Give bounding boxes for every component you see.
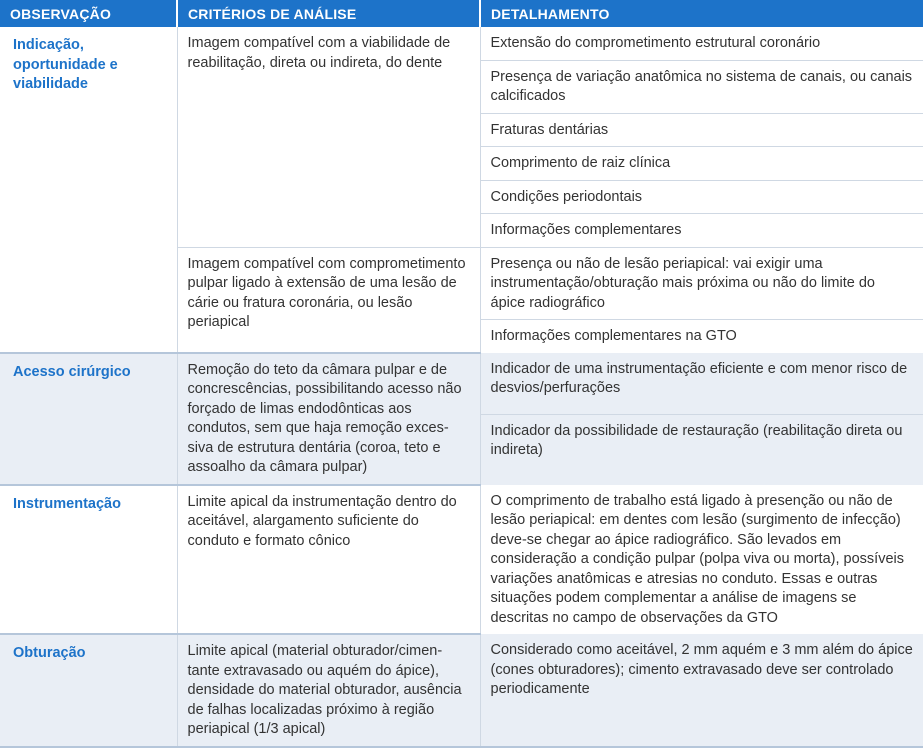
- header-row: [0, 0, 923, 27]
- detalhe-cell: Indicador de uma instrumentação eficiente e com menor risco de desvios/perfurações: [480, 353, 923, 415]
- detalhe-cell: O comprimento de trabalho está ligado à presenção ou não de lesão periapical: em dentes com lesão (surgimento de infecção) deve-se chegar ao ápice radiográfico. São levados em consideração a condição pulpar (polpa viva ou morta), possíveis variações anatômicas e atresias no conduto. Essas e outras situações podem complementar a análise de imagens se descritas no campo de observações da GTO: [490, 492, 904, 626]
- detalhe-cell: Considerado como aceitável, 2 mm aquém e 3 mm além do ápice (cones obturadores); cimento extravasado deve ser controlado periodicamente: [480, 634, 923, 747]
- header-detalhamento: DETALHAMENTO: [480, 0, 923, 27]
- table-row: [0, 27, 923, 60]
- criterio-cell: Limite apical da instrumentação dentro do aceitável, alargamento suficiente do conduto e formato cônico: [177, 485, 480, 635]
- row-label-instrumentacao: Instrumentação: [0, 485, 177, 635]
- table-row: [0, 634, 923, 747]
- detalhe-cell: Informações complementares: [480, 214, 923, 248]
- criterio-cell: Imagem compatível com comprometimento pulpar ligado à extensão de uma lesão de cárie ou fratura coronária, ou lesão periapical: [177, 247, 480, 353]
- detalhe-cell: Fraturas dentárias: [480, 113, 923, 147]
- header-criterios: CRITÉRIOS DE ANÁLISE: [177, 0, 480, 27]
- table-row: [0, 485, 923, 635]
- criterio-cell: Imagem compatível com a viabilidade de reabilitação, direta ou indireta, do dente: [177, 27, 480, 247]
- detalhe-cell: Presença ou não de lesão periapical: vai exigir uma instrumentação/obturação mais próxima ou não do limite do ápice radiográfico: [480, 247, 923, 320]
- detalhe-cell: Condições periodontais: [480, 180, 923, 214]
- row-label-obturacao: Obturação: [0, 634, 177, 747]
- detalhe-cell: Informações complementares na GTO: [480, 320, 923, 353]
- detalhe-cell: Presença de variação anatômica no sistema de canais, ou canais calcificados: [480, 60, 923, 113]
- row-label-indicacao: Indicação, oportunidade e viabilidade: [13, 37, 118, 92]
- detalhe-cell: Extensão do comprometimento estrutural coronário: [490, 35, 821, 51]
- header-observacao: OBSERVAÇÃO: [0, 0, 177, 27]
- detalhe-cell: Comprimento de raiz clínica: [480, 147, 923, 181]
- detalhe-cell: Indicador da possibilidade de restauração (reabilitação direta ou indireta): [480, 414, 923, 485]
- criterio-cell: Limite apical (material obturador/cimentante extravasado ou aquém do ápice), densidade do material obturador, ausência de falhas localizadas próximo à região periapical (1/3 apical): [177, 634, 480, 747]
- row-label-acesso: Acesso cirúrgico: [0, 353, 177, 485]
- criterio-cell: Remoção do teto da câmara pulpar e de concrescências, possibilitando acesso não forçado de limas endodônticas aos condutos, sem que haja remoção excessiva de estrutura dentária (coroa, teto e assoalho da câmara pulpar): [177, 353, 480, 485]
- table-row: [0, 353, 923, 415]
